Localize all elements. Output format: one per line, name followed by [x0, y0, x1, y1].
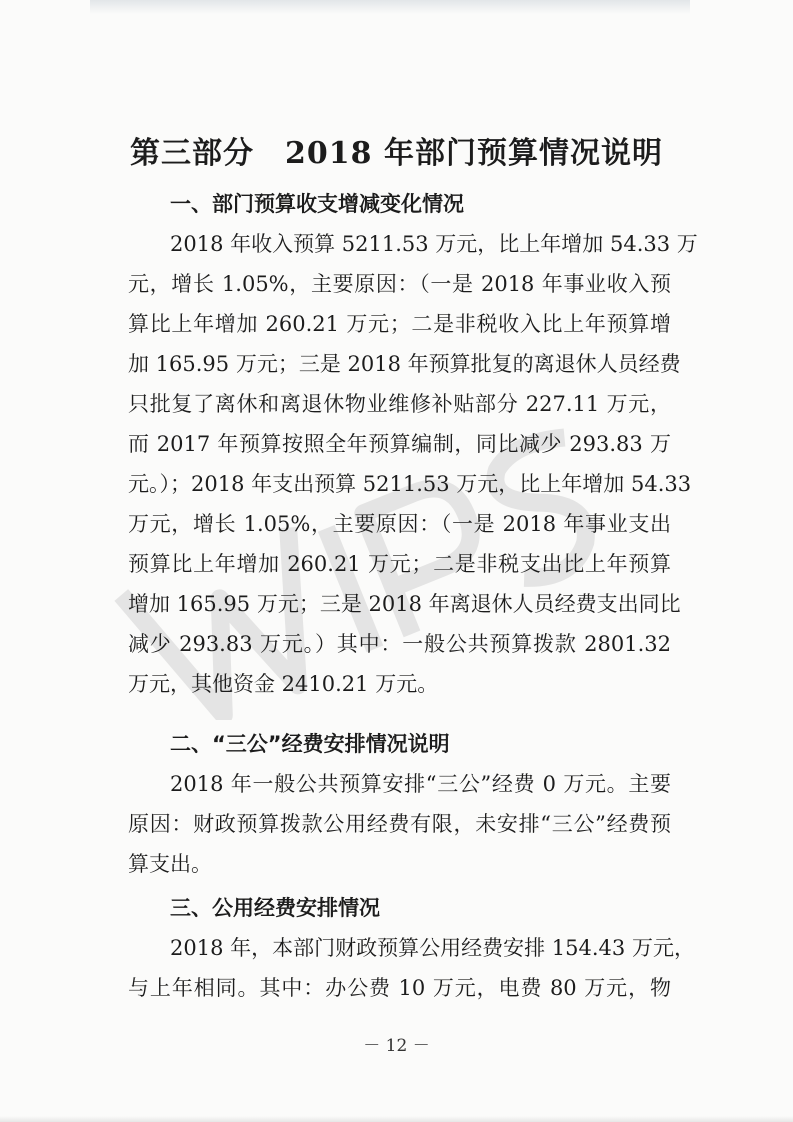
paragraph-line: 原因：财政预算拨款公用经费有限，未安排“三公”经费预	[128, 812, 671, 836]
paragraph-line: 与上年相同。其中：办公费 10 万元，电费 80 万元，物	[128, 976, 671, 1000]
paragraph-line: 元，增长 1.05%，主要原因：（一是 2018 年事业收入预	[128, 272, 671, 296]
paragraph-line: 万元，其他资金 2410.21 万元。	[128, 672, 439, 696]
paragraph-line: 算支出。	[128, 852, 212, 876]
paragraph-line: 加 165.95 万元；三是 2018 年预算批复的离退休人员经费	[128, 352, 681, 376]
section-heading-2: 二、“三公”经费安排情况说明	[170, 732, 450, 756]
paragraph-line: 减少 293.83 万元。）其中：一般公共预算拨款 2801.32	[128, 632, 671, 656]
paragraph-line: 2018 年，本部门财政预算公用经费安排 154.43 万元，	[170, 936, 695, 960]
scan-shadow-top	[90, 0, 690, 14]
paragraph-line: 预算比上年增加 260.21 万元；二是非税支出比上年预算	[128, 552, 671, 576]
page-number: － 12 －	[363, 1036, 430, 1056]
paragraph-line: 元。）；2018 年支出预算 5211.53 万元，比上年增加 54.33	[128, 472, 692, 496]
paragraph-line: 算比上年增加 260.21 万元；二是非税收入比上年预算增	[128, 312, 671, 336]
paragraph-line: 2018 年一般公共预算安排“三公”经费 0 万元。主要	[170, 772, 671, 796]
paragraph-line: 而 2017 年预算按照全年预算编制，同比减少 293.83 万	[128, 432, 671, 456]
page-title: 第三部分 2018 年部门预算情况说明	[130, 136, 663, 171]
paragraph-line: 2018 年收入预算 5211.53 万元，比上年增加 54.33 万	[170, 232, 698, 256]
paragraph-line: 万元，增长 1.05%，主要原因：（一是 2018 年事业支出	[128, 512, 671, 536]
scan-shadow-bottom	[0, 1116, 793, 1122]
paragraph-line: 只批复了离休和离退休物业维修补贴部分 227.11 万元，	[128, 392, 671, 416]
section-heading-3: 三、公用经费安排情况	[170, 896, 380, 920]
section-heading-1: 一、部门预算收支增减变化情况	[170, 192, 464, 216]
paragraph-line: 增加 165.95 万元；三是 2018 年离退休人员经费支出同比	[128, 592, 681, 616]
